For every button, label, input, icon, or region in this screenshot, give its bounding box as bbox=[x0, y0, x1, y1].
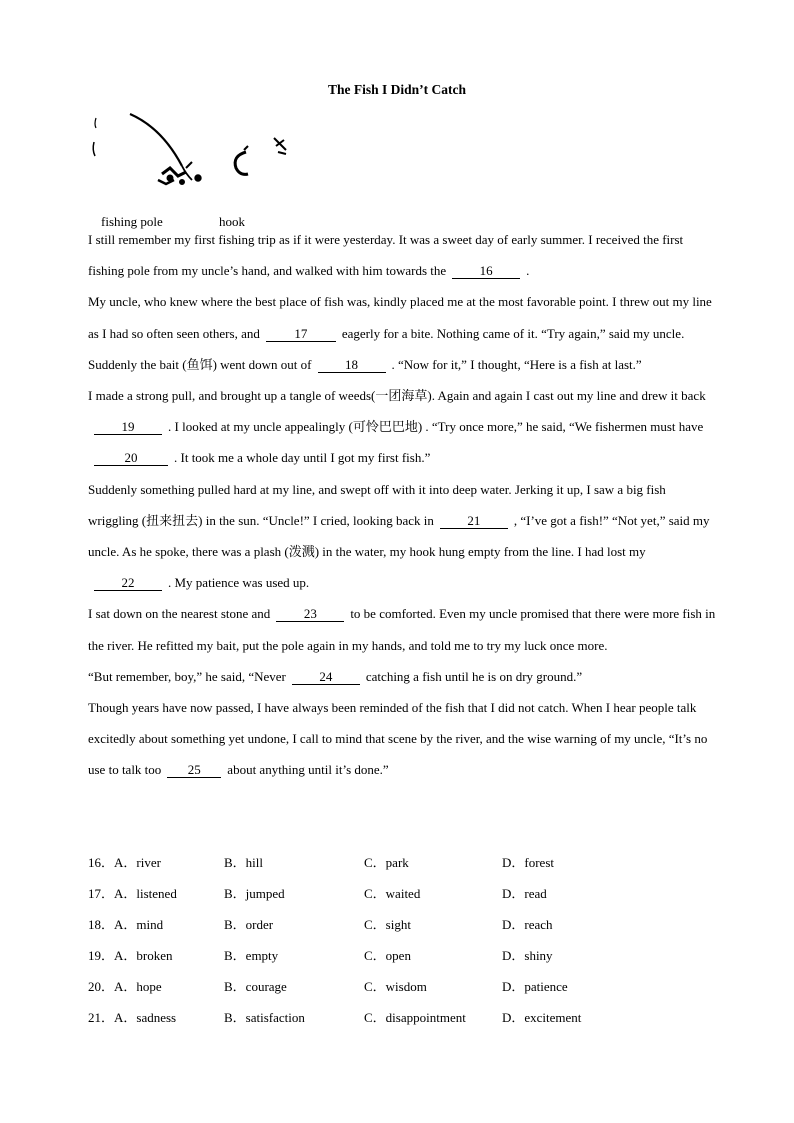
blank-23[interactable]: 23 bbox=[276, 607, 344, 622]
option-b[interactable]: B．hill bbox=[224, 855, 264, 870]
text-segment: eagerly for a bite. Nothing came of it. “Try again,” said my uncle. Suddenly the bait (鱼饵) went down out of bbox=[88, 325, 685, 372]
text-segment: “But remember, boy,” he said, “Never bbox=[88, 668, 286, 684]
blank-20[interactable]: 20 bbox=[94, 451, 168, 466]
question-21-options bbox=[88, 1005, 708, 1036]
text-segment: I made a strong pull, and brought up a tangle of weeds(一团海草). Again and again I cast out my line and drew it back bbox=[88, 388, 706, 404]
option-b[interactable]: B．empty bbox=[224, 948, 279, 964]
text-segment: I still remember my first fishing trip as if it were yesterday. It was a sweet day of early summer. I received the first fishing pole from my uncle’s hand, and walked with him towards the bbox=[88, 232, 684, 279]
text-segment: catching a fish until he is on dry ground.” bbox=[365, 668, 583, 684]
option-d[interactable]: D．read bbox=[502, 886, 547, 902]
blank-25[interactable]: 25 bbox=[167, 763, 221, 778]
option-d[interactable]: D．excitement bbox=[502, 1010, 582, 1026]
option-c[interactable]: C．wisdom bbox=[364, 979, 427, 995]
option-b[interactable]: B．courage bbox=[224, 979, 287, 995]
blank-17[interactable]: 17 bbox=[266, 327, 336, 342]
text-segment: . “Now for it,” I thought, “Here is a fish at last.” bbox=[391, 356, 642, 372]
blank-22[interactable]: 22 bbox=[94, 576, 162, 591]
paragraph-6 bbox=[88, 661, 718, 692]
text-segment: . My patience was used up. bbox=[168, 575, 310, 591]
paragraph-7 bbox=[88, 692, 718, 786]
option-c[interactable]: C．disappointment bbox=[364, 1010, 466, 1026]
option-c[interactable]: C．open bbox=[364, 948, 411, 964]
option-d[interactable]: D．shiny bbox=[502, 948, 553, 964]
paragraph-3 bbox=[88, 380, 718, 474]
option-c[interactable]: C．park bbox=[364, 855, 409, 870]
caption-fishing-pole: fishing pole bbox=[101, 214, 163, 229]
paragraph-2 bbox=[88, 286, 718, 380]
option-a[interactable]: 21．A．sadness bbox=[88, 1010, 177, 1026]
option-c[interactable]: C．sight bbox=[364, 917, 411, 933]
option-b[interactable]: B．jumped bbox=[224, 886, 285, 902]
hook-icon bbox=[235, 138, 286, 174]
option-b[interactable]: B．satisfaction bbox=[224, 1010, 305, 1026]
fishing-pole-and-hook-illustration bbox=[86, 110, 296, 190]
text-segment: to be comforted. Even my uncle promised that there were more fish in the river. He refitted my bait, put the pole again in my hands, and told me to try my luck once more. bbox=[88, 606, 716, 653]
passage-title: The Fish I Didn’t Catch bbox=[327, 82, 467, 97]
blank-16[interactable]: 16 bbox=[452, 264, 520, 279]
option-b[interactable]: B．order bbox=[224, 917, 274, 933]
paragraph-1 bbox=[88, 224, 718, 286]
option-a[interactable]: 16．A．river bbox=[88, 855, 161, 870]
option-a[interactable]: 17．A．listened bbox=[88, 886, 177, 902]
text-segment: Though years have now passed, I have always been reminded of the fish that I did not catch. When I hear people talk excitedly about something yet undone, I call to mind that scene by the river, and the wise warning of my uncle, “It’s no use to talk too bbox=[88, 700, 708, 778]
caption-hook: hook bbox=[219, 214, 245, 229]
option-a[interactable]: 19．A．broken bbox=[88, 948, 173, 964]
option-d[interactable]: D．reach bbox=[502, 917, 553, 933]
answer-options bbox=[88, 850, 708, 1037]
text-segment: . bbox=[526, 263, 530, 279]
option-d[interactable]: D．forest bbox=[502, 855, 554, 870]
option-a[interactable]: 20．A．hope bbox=[88, 979, 162, 995]
question-18-options bbox=[88, 912, 708, 943]
option-a[interactable]: 18．A．mind bbox=[88, 917, 164, 933]
text-segment: , “I’ve got a fish!” “Not yet,” said my uncle. As he spoke, there was a plash (泼溅) in the water, my hook hung empty from the line. I had lost my bbox=[88, 512, 710, 560]
text-segment: about anything until it’s done.” bbox=[227, 762, 389, 778]
paragraph-5 bbox=[88, 598, 718, 660]
blank-24[interactable]: 24 bbox=[292, 670, 360, 685]
question-20-options bbox=[88, 974, 708, 1005]
text-segment: My uncle, who knew where the best place of fish was, kindly placed me at the most favorable point. I threw out my line as I had so often seen others, and bbox=[88, 294, 712, 341]
fishing-pole-icon bbox=[93, 114, 201, 185]
option-d[interactable]: D．patience bbox=[502, 979, 568, 995]
blank-19[interactable]: 19 bbox=[94, 420, 162, 435]
text-segment: Suddenly something pulled hard at my line, and swept off with it into deep water. Jerking it up, I saw a big fish wriggling (扭来扭去) in the sun. “Uncle!” I cried, looking back in bbox=[88, 481, 666, 528]
text-segment: I sat down on the nearest stone and bbox=[88, 606, 271, 622]
option-c[interactable]: C．waited bbox=[364, 886, 421, 902]
blank-21[interactable]: 21 bbox=[440, 514, 508, 529]
text-segment: . I looked at my uncle appealingly (可怜巴巴地) . “Try once more,” he said, “We fishermen must have bbox=[168, 419, 704, 435]
passage-body bbox=[88, 224, 718, 786]
paragraph-4 bbox=[88, 474, 718, 599]
text-segment: . It took me a whole day until I got my first fish.” bbox=[174, 450, 431, 466]
question-19-options bbox=[88, 943, 708, 974]
question-17-options bbox=[88, 881, 708, 912]
blank-18[interactable]: 18 bbox=[318, 358, 386, 373]
question-16-options bbox=[88, 850, 708, 881]
